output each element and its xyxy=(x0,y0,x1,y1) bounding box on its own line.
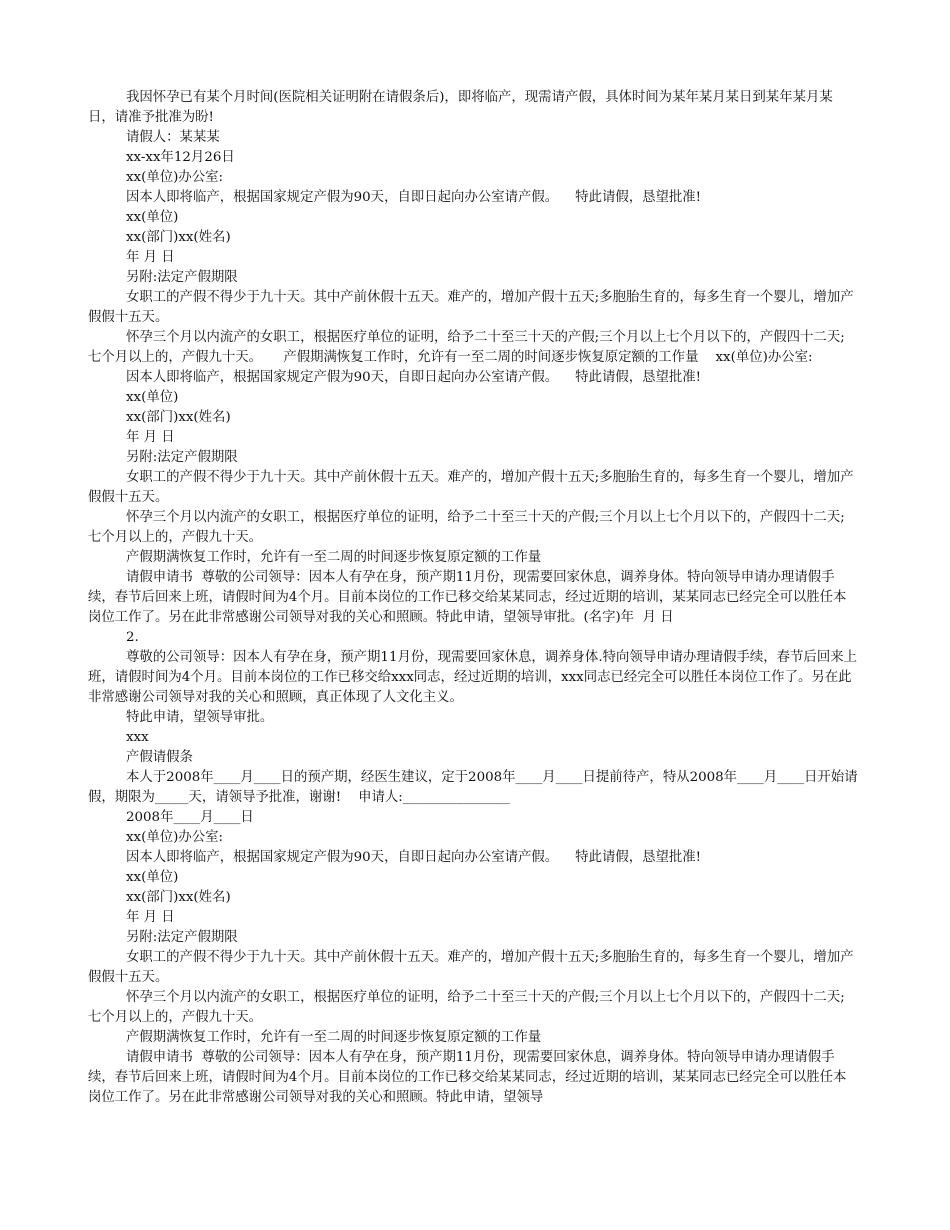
paragraph: 因本人即将临产，根据国家规定产假为90天，自即日起向办公室请产假。 特此请假，恳望批准! xyxy=(126,370,702,385)
paragraph: 产假期满恢复工作时，允许有一至二周的时间逐步恢复原定额的工作量 xyxy=(126,550,542,565)
paragraph: 产假期满恢复工作时，允许有一至二周的时间逐步恢复原定额的工作量 xyxy=(126,1030,542,1045)
paragraph: 2. xyxy=(126,630,139,645)
paragraph: xx-xx年12月26日 xyxy=(126,150,235,165)
paragraph: xx(部门)xx(姓名) xyxy=(126,410,231,425)
paragraph: 产假请假条 xyxy=(126,750,193,765)
paragraph: xx(单位) xyxy=(126,390,179,405)
paragraph: 女职工的产假不得少于九十天。其中产前休假十五天。难产的，增加产假十五天;多胞胎生育的，每多生育一个婴儿，增加产假假十五天。 xyxy=(88,290,854,325)
paragraph: 女职工的产假不得少于九十天。其中产前休假十五天。难产的，增加产假十五天;多胞胎生育的，每多生育一个婴儿，增加产假假十五天。 xyxy=(88,470,854,505)
document-body xyxy=(88,88,858,1108)
paragraph: 年 月 日 xyxy=(126,910,175,925)
paragraph: 怀孕三个月以内流产的女职工，根据医疗单位的证明，给予二十至三十天的产假;三个月以上七个月以下的，产假四十二天;七个月以上的，产假九十天。 产假期满恢复工作时，允许有一至二周的时间逐步恢复原定额的工作量 xx(单位)办公室: xyxy=(88,330,845,365)
paragraph: 年 月 日 xyxy=(126,430,175,445)
paragraph: xx(部门)xx(姓名) xyxy=(126,230,231,245)
paragraph: 本人于2008年____月____日的预产期，经医生建议，定于2008年____月____日提前待产，特从2008年____月____日开始请假，期限为_____天，请领导予批准，谢谢! 申请人:________________ xyxy=(88,770,858,805)
paragraph: xxx xyxy=(126,730,149,745)
paragraph: xx(部门)xx(姓名) xyxy=(126,890,231,905)
paragraph: xx(单位) xyxy=(126,870,179,885)
paragraph: 女职工的产假不得少于九十天。其中产前休假十五天。难产的，增加产假十五天;多胞胎生育的，每多生育一个婴儿，增加产假假十五天。 xyxy=(88,950,854,985)
paragraph: xx(单位)办公室: xyxy=(126,170,224,185)
paragraph: 另附:法定产假期限 xyxy=(126,450,238,465)
paragraph: 年 月 日 xyxy=(126,250,175,265)
paragraph: 另附:法定产假期限 xyxy=(126,270,238,285)
paragraph: 因本人即将临产，根据国家规定产假为90天，自即日起向办公室请产假。 特此请假，恳望批准! xyxy=(126,850,702,865)
paragraph: xx(单位) xyxy=(126,210,179,225)
paragraph: 请假申请书 尊敬的公司领导：因本人有孕在身，预产期11月份，现需要回家休息，调养身体。特向领导申请办理请假手续，春节后回来上班，请假时间为4个月。目前本岗位的工作已移交给某某同志，经过近期的培训，某某同志已经完全可以胜任本岗位工作了。另在此非常感谢公司领导对我的关心和照顾。特此申请，望领导审批。(名字)年 月 日 xyxy=(88,570,847,625)
paragraph: 尊敬的公司领导：因本人有孕在身，预产期11月份，现需要回家休息，调养身体.特向领导申请办理请假手续，春节后回来上班，请假时间为4个月。目前本岗位的工作已移交给xxx同志，经过近期的培训，xxx同志已经完全可以胜任本岗位工作了。另在此非常感谢公司领导对我的关心和照顾，真正体现了人文化主义。 xyxy=(88,650,857,705)
paragraph: xx(单位)办公室: xyxy=(126,830,224,845)
paragraph: 另附:法定产假期限 xyxy=(126,930,238,945)
paragraph: 怀孕三个月以内流产的女职工，根据医疗单位的证明，给予二十至三十天的产假;三个月以上七个月以下的，产假四十二天;七个月以上的，产假九十天。 xyxy=(88,510,845,545)
paragraph: 请假人：某某某 xyxy=(126,130,220,145)
paragraph: 因本人即将临产，根据国家规定产假为90天，自即日起向办公室请产假。 特此请假，恳望批准! xyxy=(126,190,702,205)
paragraph: 请假申请书 尊敬的公司领导：因本人有孕在身，预产期11月份，现需要回家休息，调养身体。特向领导申请办理请假手续，春节后回来上班，请假时间为4个月。目前本岗位的工作已移交给某某同志，经过近期的培训，某某同志已经完全可以胜任本岗位工作了。另在此非常感谢公司领导对我的关心和照顾。特此申请，望领导 xyxy=(88,1050,847,1105)
paragraph: 2008年____月____日 xyxy=(126,810,254,825)
paragraph: 怀孕三个月以内流产的女职工，根据医疗单位的证明，给予二十至三十天的产假;三个月以上七个月以下的，产假四十二天;七个月以上的，产假九十天。 xyxy=(88,990,845,1025)
paragraph: 特此申请，望领导审批。 xyxy=(126,710,274,725)
paragraph: 我因怀孕已有某个月时间(医院相关证明附在请假条后)，即将临产，现需请产假，具体时间为某年某月某日到某年某月某日，请准予批准为盼! xyxy=(88,90,833,125)
